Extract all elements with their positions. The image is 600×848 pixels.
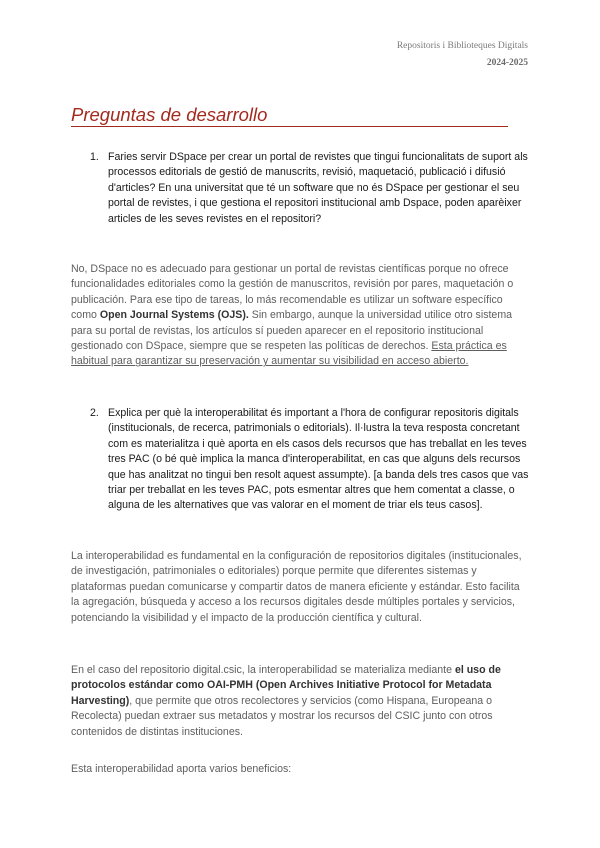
- answer-2-para1: La interoperabilidad es fundamental en la configuración de repositorios digitales (institucionales, de investigación, patrimoniales o editoriales) porque permite que diferentes sistemas y plataformas puedan comunicarse y compartir datos de manera eficiente y estándar. Esto facilita la agregación, búsqueda y acceso a los recursos digitales desde múltiples portales y servicios, potenciando la visibilidad y el impacto de la producción científica y cultural.: [71, 550, 522, 624]
- answer-1: [71, 262, 529, 370]
- question-2: [90, 406, 530, 514]
- answer-2-paragraph-2: [71, 663, 529, 740]
- course-year: 2024-2025: [486, 58, 528, 68]
- page-header: [397, 38, 528, 72]
- answer-1-underlined: Esta práctica es habitual para garantizar su preservación y aumentar su visibilidad en acceso abierto.: [71, 340, 507, 368]
- answer-1-text-b: Sin embargo, aunque la universidad utilice otro sistema para su portal de revistas, los artículos sí pueden aparecer en el repositorio institucional gestionado con DSpace, siempre que se respeten las políticas de derechos.: [71, 309, 513, 353]
- question-1-number: 1.: [90, 151, 99, 163]
- answer-2-paragraph-3: [71, 762, 529, 777]
- answer-1-text-a: No, DSpace no es adecuado para gestionar un portal de revistas científicas porque no ofrece funcionalidades editoriales como la gestión de manuscritos, revisión por pares, maquetación o publicación. Para ese tipo de tareas, lo más recomendable es utilizar un software específico como: [71, 263, 514, 322]
- question-1-text: Faries servir DSpace per crear un portal de revistes que tingui funcionalitats de suport als processos editorials de gestió de manuscrits, revisió, maquetació, publicació i difusió d'articles? En una universitat que té un software que no és DSpace per gestionar el seu portal de revistes, i que gestiona el repositori institucional amb Dspace, poden aparèixer articles de les seves revistes en el repositori?: [108, 151, 528, 225]
- section-title: Preguntas de desarrollo: [71, 104, 508, 127]
- answer-2-para2-end: , que permite que otros recolectores y servicios (como Hispana, Europeana o Recolecta) puedan extraer sus metadatos y mostrar los recursos del CSIC junto con otros contenidos de distintas instituciones.: [71, 694, 493, 738]
- answer-2-para2-bold: el uso de protocolos estándar como OAI-PMH (Open Archives Initiative Protocol for Metadata Harvesting): [71, 664, 501, 707]
- answer-1-bold: Open Journal Systems (OJS).: [99, 309, 249, 322]
- answer-2-paragraph-1: [71, 549, 529, 626]
- question-2-number: 2.: [90, 407, 99, 419]
- question-1: [90, 150, 530, 227]
- answer-2-para2-start: En el caso del repositorio digital.csic, la interoperabilidad se materializa mediante: [71, 664, 455, 676]
- course-name: Repositoris i Biblioteques Digitals: [396, 41, 528, 51]
- question-2-text: Explica per què la interoperabilitat és important a l'hora de configurar repositoris digitals (institucionals, de recerca, patrimonials o editorials). Il·lustra la teva resposta concretant com es materialitza i què aporta en els casos dels recursos que has treballat en les teves tres PAC (o bé què implica la manca d'interoperabilitat, en cas que alguns dels recursos que has analitzat no tingui ben resolt aquest assumpte). [a banda dels tres casos que vas triar per treballat en les teves PAC, pots esmentar altres que hem comentat a classe, o alguna de les alternatives que vas valorar en el moment de triar els teus casos].: [108, 407, 529, 512]
- answer-2-para3: Esta interoperabilidad aporta varios beneficios:: [71, 763, 292, 775]
